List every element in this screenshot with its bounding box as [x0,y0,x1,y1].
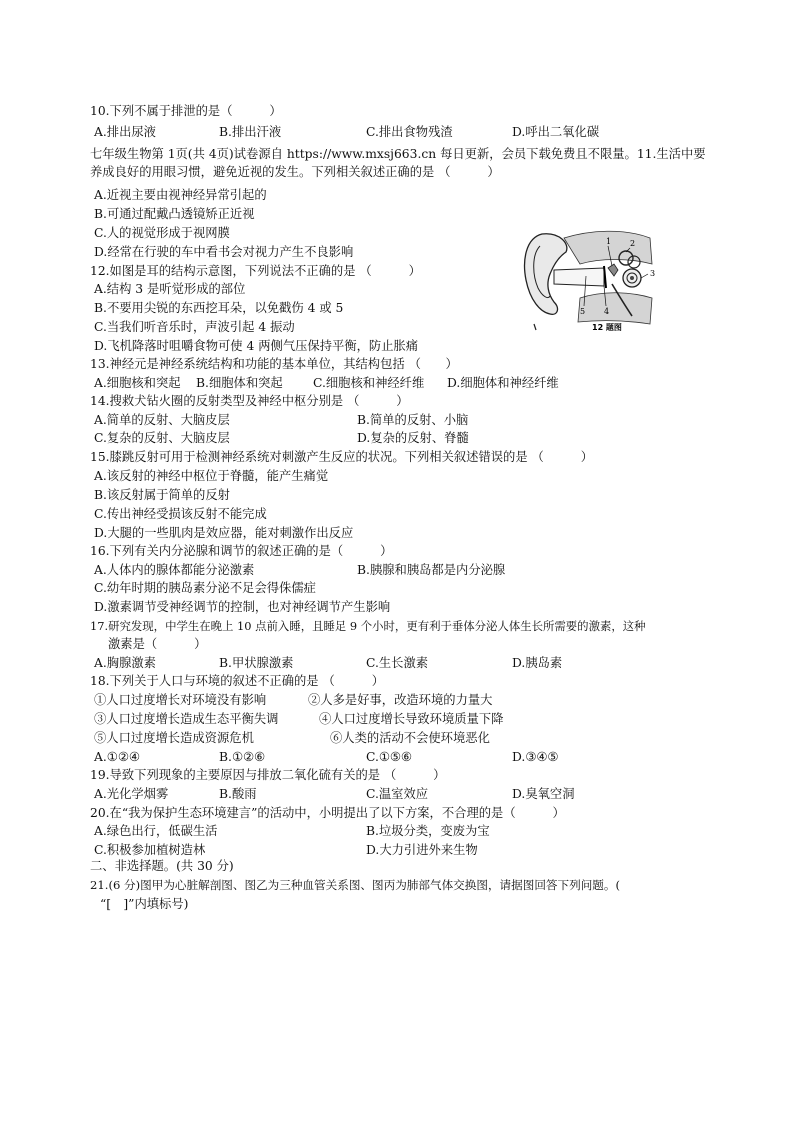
q15-option-c: C.传出神经受损该反射不能完成 [94,507,267,521]
q18-option-b: B.①②⑥ [219,750,266,764]
q13-option-a: A.细胞核和突起 [94,376,181,390]
q18-statement-2: ②人多是好事，改造环境的力量大 [308,693,493,707]
ear-structure-figure [520,224,668,336]
q14-option-d: D.复杂的反射、脊髓 [357,431,469,445]
q17-option-c: C.生长激素 [366,656,429,670]
q18-statement-5: ⑤人口过度增长造成资源危机 [94,731,254,745]
q19-option-a: A.光化学烟雾 [94,787,169,801]
q20-stem: 20.在“我为保护生态环境建言”的活动中，小明提出了以下方案，不合理的是（ ） [90,806,565,820]
q13-stem: 13.神经元是神经系统结构和功能的基本单位，其结构包括 （ ） [90,357,458,371]
q12-stem: 12.如图是耳的结构示意图，下列说法不正确的是 （ ） [90,264,421,278]
q16-option-d: D.激素调节受神经调节的控制，也对神经调节产生影响 [94,600,391,614]
banner-and-q11-stem: 七年级生物第 1页(共 4页)试卷源自 https://www.mxsj663.cn 每日更新，会员下载免费且不限量。11.生活中要养成良好的用眼习惯，避免近视的发生。下列相关叙述正确的是 （ ） [90,147,706,179]
q20-option-d: D.大力引进外来生物 [366,843,478,857]
q13-option-b: B.细胞体和突起 [196,376,283,390]
ear-label-2: 2 [630,239,636,248]
q20-option-a: A.绿色出行，低碳生活 [94,824,218,838]
q15-option-d: D.大腿的一些肌肉是效应器，能对刺激作出反应 [94,526,354,540]
q15-option-b: B.该反射属于简单的反射 [94,488,230,502]
ear-label-5: 5 [580,307,586,316]
q16-option-a: A.人体内的腺体都能分泌激素 [94,563,255,577]
q16-option-c: C.幼年时期的胰岛素分泌不足会得侏儒症 [94,581,316,595]
q12-option-b: B.不要用尖锐的东西挖耳朵，以免戳伤 4 或 5 [94,301,344,315]
q18-statement-4: ④人口过度增长导致环境质量下降 [319,712,504,726]
q18-option-d: D.③④⑤ [512,750,559,764]
q10-option-c: C.排出食物残渣 [366,125,453,139]
q19-option-d: D.臭氧空洞 [512,787,575,801]
q20-option-b: B.垃圾分类，变废为宝 [366,824,490,838]
q19-stem: 19.导致下列现象的主要原因与排放二氧化硫有关的是 （ ） [90,768,446,782]
q15-stem: 15.膝跳反射可用于检测神经系统对刺激产生反应的状况。下列相关叙述错误的是 （ ） [90,450,594,464]
q12-option-a: A.结构 3 是听觉形成的部位 [94,282,246,296]
q18-option-c: C.①⑤⑥ [366,750,412,764]
q16-stem: 16.下列有关内分泌腺和调节的叙述正确的是（ ） [90,544,393,558]
q19-option-c: C.温室效应 [366,787,429,801]
q13-option-c: C.细胞核和神经纤维 [313,376,425,390]
q21-line2: “[ ]”内填标号) [100,897,189,911]
q18-statement-6: ⑥人类的活动不会使环境恶化 [330,731,490,745]
q14-option-b: B.简单的反射、小脑 [357,413,469,427]
q10-option-d: D.呼出二氧化碳 [512,125,600,139]
q11-option-b: B.可通过配戴凸透镜矫正近视 [94,207,255,221]
q17-stem-line1: 17.研究发现，中学生在晚上 10 点前入睡，且睡足 9 个小时，更有利于垂体分泌人体生长所需要的激素，这种 [90,619,646,633]
q21-line1: 21.(6 分)图甲为心脏解剖图、图乙为三种血管关系图、图丙为肺部气体交换图，请据图回答下列问题。( [90,878,621,892]
q17-option-a: A.胸腺激素 [94,656,156,670]
q20-option-c: C.积极参加植树造林 [94,843,206,857]
q11-option-c: C.人的视觉形成于视网膜 [94,226,230,240]
ear-label-4: 4 [604,307,610,316]
q11-option-a: A.近视主要由视神经异常引起的 [94,188,267,202]
q14-stem: 14.搜救犬钻火圈的反射类型及神经中枢分别是 （ ） [90,394,409,408]
q12-option-d: D.飞机降落时咀嚼食物可使 4 两侧气压保持平衡，防止胀痛 [94,339,419,353]
ear-label-3: 3 [650,269,656,278]
q14-option-a: A.简单的反射、大脑皮层 [94,413,230,427]
q13-option-d: D.细胞体和神经纤维 [447,376,559,390]
q11-option-d: D.经常在行驶的车中看书会对视力产生不良影响 [94,245,354,259]
ear-figure-caption: 12 题图 [592,323,622,332]
q18-stem: 18.下列关于人口与环境的叙述不正确的是 （ ） [90,674,384,688]
q15-option-a: A.该反射的神经中枢位于脊髓，能产生痛觉 [94,469,329,483]
q10-stem: 10.下列不属于排泄的是（ ） [90,104,282,118]
q19-option-b: B.酸雨 [219,787,257,801]
q10-option-a: A.排出尿液 [94,125,156,139]
q18-statement-1: ①人口过度增长对环境没有影响 [94,693,267,707]
section-heading: 二、非选择题。(共 30 分) [90,859,234,873]
q14-option-c: C.复杂的反射、大脑皮层 [94,431,230,445]
q10-option-b: B.排出汗液 [219,125,282,139]
q17-stem-line2: 激素是（ ） [108,637,207,651]
q17-option-d: D.胰岛素 [512,656,563,670]
q18-option-a: A.①②④ [94,750,140,764]
q16-option-b: B.胰腺和胰岛都是内分泌腺 [357,563,506,577]
q17-option-b: B.甲状腺激素 [219,656,294,670]
ear-label-1: 1 [606,237,612,246]
q12-option-c: C.当我们听音乐时，声波引起 4 振动 [94,320,295,334]
q18-statement-3: ③人口过度增长造成生态平衡失调 [94,712,279,726]
